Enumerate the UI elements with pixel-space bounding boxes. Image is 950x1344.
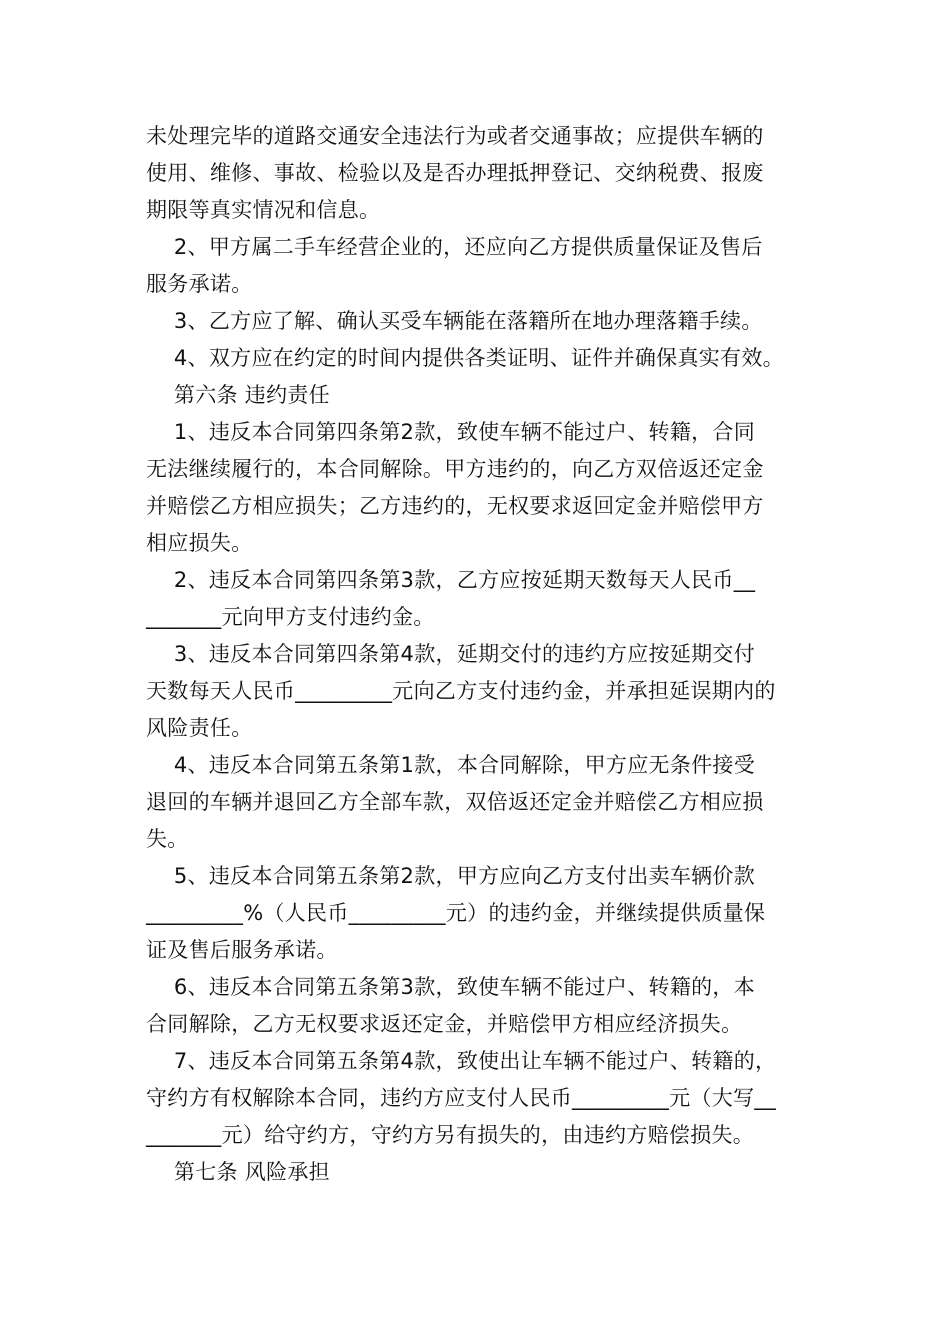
text-line: 期限等真实情况和信息。 — [146, 198, 381, 222]
text-line: _______元向甲方支付违约金。 — [146, 605, 435, 629]
text-line: 证及售后服务承诺。 — [146, 938, 338, 962]
text-line: 天数每天人民币_________元向乙方支付违约金，并承担延误期内的 — [146, 679, 776, 703]
section-heading: 第六条 违约责任 — [146, 383, 330, 407]
clause-line: 7、违反本合同第五条第4款，致使出让车辆不能过户、转籍的， — [146, 1049, 777, 1073]
text-line: 使用、维修、事故、检验以及是否办理抵押登记、交纳税费、报废 — [146, 161, 764, 185]
clause-line: 3、乙方应了解、确认买受车辆能在落籍所在地办理落籍手续。 — [146, 309, 763, 333]
text-line: _________%（人民币_________元）的违约金，并继续提供质量保 — [146, 901, 766, 925]
text-line: 服务承诺。 — [146, 272, 253, 296]
text-line: 风险责任。 — [146, 716, 253, 740]
clause-line: 2、甲方属二手车经营企业的，还应向乙方提供质量保证及售后 — [146, 235, 763, 259]
clause-line: 6、违反本合同第五条第3款，致使车辆不能过户、转籍的，本 — [146, 975, 756, 999]
clause-line: 5、违反本合同第五条第2款，甲方应向乙方支付出卖车辆价款 — [146, 864, 756, 888]
text-line: 未处理完毕的道路交通安全违法行为或者交通事故；应提供车辆的 — [146, 124, 764, 148]
text-line: 相应损失。 — [146, 531, 253, 555]
text-line: 合同解除，乙方无权要求返还定金，并赔偿甲方相应经济损失。 — [146, 1012, 743, 1036]
text-line: 守约方有权解除本合同，违约方应支付人民币_________元（大写__ — [146, 1086, 776, 1110]
clause-line: 2、违反本合同第四条第3款，乙方应按延期天数每天人民币__ — [146, 568, 756, 592]
clause-line: 4、违反本合同第五条第1款，本合同解除，甲方应无条件接受 — [146, 753, 756, 777]
clause-line: 4、双方应在约定的时间内提供各类证明、证件并确保真实有效。 — [146, 346, 784, 370]
clause-line: 1、违反本合同第四条第2款，致使车辆不能过户、转籍，合同 — [146, 420, 756, 444]
clause-line: 3、违反本合同第四条第4款，延期交付的违约方应按延期交付 — [146, 642, 756, 666]
text-line: 失。 — [146, 827, 189, 851]
document-body — [146, 118, 810, 1191]
text-line: 无法继续履行的，本合同解除。甲方违约的，向乙方双倍返还定金 — [146, 457, 764, 481]
text-line: _______元）给守约方，守约方另有损失的，由违约方赔偿损失。 — [146, 1123, 755, 1147]
text-line: 退回的车辆并退回乙方全部车款，双倍返还定金并赔偿乙方相应损 — [146, 790, 764, 814]
section-heading: 第七条 风险承担 — [146, 1160, 330, 1184]
text-line: 并赔偿乙方相应损失；乙方违约的，无权要求返回定金并赔偿甲方 — [146, 494, 764, 518]
